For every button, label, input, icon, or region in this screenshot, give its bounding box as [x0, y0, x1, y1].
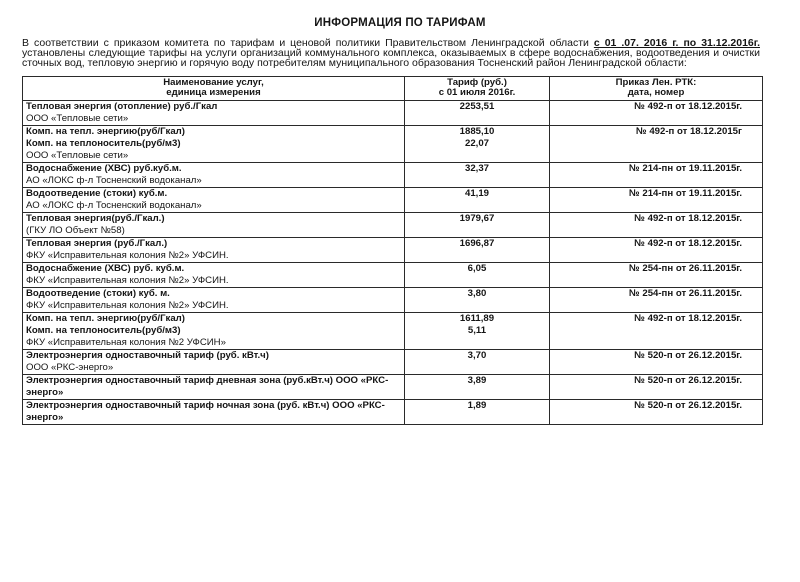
order-cell: № 492-п от 18.12.2015г.: [550, 238, 763, 263]
tariff-value: 2253,51: [459, 101, 495, 112]
service-name: Электроэнергия одноставочный тариф (руб. кВт.ч): [26, 350, 269, 361]
header-tariff-line1: Тариф (руб.): [447, 77, 507, 88]
table-row: [23, 375, 763, 400]
header-service-line2: единица измерения: [166, 87, 261, 98]
tariff-cell: [405, 350, 550, 375]
tariff-cell: [405, 313, 550, 350]
supplier-name: АО «ЛОКС ф-л Тосненский водоканал»: [26, 200, 202, 211]
order-cell: № 254-пн от 26.11.2015г.: [550, 263, 763, 288]
service-cell: [23, 188, 405, 213]
tariff-value: 41,19: [464, 188, 489, 199]
tariff-value: 1696,87: [459, 238, 495, 249]
tariff-value: 1,89: [467, 400, 487, 411]
tariff-cell: [405, 263, 550, 288]
service-name: Водоснабжение (ХВС) руб.куб.м.: [26, 163, 182, 174]
order-cell: № 214-пн от 19.11.2015г.: [550, 188, 763, 213]
table-row: [23, 263, 763, 288]
tariff-value-secondary: 5,11: [467, 325, 487, 336]
tariff-value: 32,37: [464, 163, 489, 174]
order-cell: № 492-п от 18.12.2015г.: [550, 101, 763, 126]
service-cell: [23, 213, 405, 238]
tariff-table: [22, 76, 763, 425]
tariff-cell: [405, 126, 550, 163]
service-cell: [23, 313, 405, 350]
service-name: Электроэнергия одноставочный тариф ночная зона (руб. кВт.ч) ООО «РКС-энерго»: [26, 400, 385, 423]
tariff-cell: [405, 288, 550, 313]
tariff-cell: [405, 375, 550, 400]
order-cell: № 520-п от 26.12.2015г.: [550, 375, 763, 400]
table-row: [23, 288, 763, 313]
tariff-value: 1611,89: [459, 313, 495, 324]
service-name-secondary: Комп. на теплоноситель(руб/м3): [26, 325, 181, 336]
header-order-line2: дата, номер: [627, 87, 685, 98]
supplier-name: ФКУ «Исправительная колония №2 УФСИН»: [26, 337, 226, 348]
order-cell: № 492-п от 18.12.2015г.: [550, 313, 763, 350]
supplier-name: ООО «Тепловые сети»: [26, 113, 129, 124]
service-name: Тепловая энергия (руб./Гкал.): [26, 238, 168, 249]
order-cell: № 492-п от 18.12.2015г.: [550, 213, 763, 238]
header-order-line1: Приказ Лен. РТК:: [615, 77, 697, 88]
header-service: [23, 77, 405, 101]
service-name: Водоотведение (стоки) куб.м.: [26, 188, 168, 199]
table-row: [23, 101, 763, 126]
tariff-value: 1885,10: [459, 126, 495, 137]
tariff-value: 1979,67: [459, 213, 495, 224]
table-row: [23, 163, 763, 188]
tariff-cell: [405, 188, 550, 213]
service-cell: [23, 163, 405, 188]
intro-paragraph: [22, 38, 760, 68]
table-row: [23, 313, 763, 350]
table-row: [23, 350, 763, 375]
service-name: Комп. на тепл. энергию(руб/Гкал): [26, 313, 185, 324]
table-row: [23, 400, 763, 425]
order-cell: № 254-пн от 26.11.2015г.: [550, 288, 763, 313]
service-name: Водоотведение (стоки) куб. м.: [26, 288, 170, 299]
validity-period: с 01 .07. 2016 г. по 31.12.2016г.: [593, 37, 760, 49]
tariff-cell: [405, 238, 550, 263]
tariff-cell: [405, 213, 550, 238]
service-cell: [23, 263, 405, 288]
tariff-cell: [405, 101, 550, 126]
tariff-value: 6,05: [467, 263, 487, 274]
service-name: Электроэнергия одноставочный тариф дневная зона (руб.кВт.ч) ООО «РКС-энерго»: [26, 375, 389, 398]
tariff-cell: [405, 400, 550, 425]
table-header-row: [23, 77, 763, 101]
header-order: [550, 77, 763, 101]
service-name: Водоснабжение (ХВС) руб. куб.м.: [26, 263, 185, 274]
service-name-secondary: Комп. на теплоноситель(руб/м3): [26, 138, 181, 149]
supplier-name: (ГКУ ЛО Объект №58): [26, 225, 125, 236]
header-tariff-line2: с 01 июля 2016г.: [438, 87, 516, 98]
supplier-name: ООО «РКС-энерго»: [26, 362, 114, 373]
order-cell: № 492-п от 18.12.2015г: [550, 126, 763, 163]
supplier-name: ФКУ «Исправительная колония №2» УФСИН.: [26, 250, 229, 261]
intro-text-end: установлены следующие тарифы на услуги организаций коммунального комплекса, оказываемых в сфере водоснабжения, водоотведения и очистки сточных вод, тепловую энергию и горячую воду потребителям муниципального образования Тосненский район Ленинградской области:: [22, 47, 760, 69]
service-name: Тепловая энергия (отопление) руб./Гкал: [26, 101, 218, 112]
order-cell: № 520-п от 26.12.2015г.: [550, 400, 763, 425]
table-row: [23, 213, 763, 238]
service-cell: [23, 350, 405, 375]
supplier-name: ФКУ «Исправительная колония №2» УФСИН.: [26, 275, 229, 286]
document-title: ИНФОРМАЦИЯ ПО ТАРИФАМ: [314, 17, 486, 29]
service-cell: [23, 288, 405, 313]
service-name: Тепловая энергия(руб./Гкал.): [26, 213, 165, 224]
service-cell: [23, 400, 405, 425]
header-service-line1: Наименование услуг,: [163, 77, 264, 88]
service-cell: [23, 101, 405, 126]
tariff-value-secondary: 22,07: [464, 138, 489, 149]
tariff-value: 3,80: [467, 288, 487, 299]
supplier-name: ООО «Тепловые сети»: [26, 150, 129, 161]
tariff-value: 3,89: [467, 375, 487, 386]
table-row: [23, 238, 763, 263]
service-cell: [23, 238, 405, 263]
tariff-value: 3,70: [467, 350, 487, 361]
order-cell: № 214-пн от 19.11.2015г.: [550, 163, 763, 188]
table-row: [23, 126, 763, 163]
supplier-name: АО «ЛОКС ф-л Тосненский водоканал»: [26, 175, 202, 186]
service-cell: [23, 126, 405, 163]
header-tariff: [405, 77, 550, 101]
tariff-cell: [405, 163, 550, 188]
intro-text-start: В соответствии с приказом комитета по тарифам и ценовой политики Правительством Ленинградской области: [22, 37, 594, 49]
order-cell: № 520-п от 26.12.2015г.: [550, 350, 763, 375]
service-name: Комп. на тепл. энергию(руб/Гкал): [26, 126, 185, 137]
table-row: [23, 188, 763, 213]
supplier-name: ФКУ «Исправительная колония №2» УФСИН.: [26, 300, 229, 311]
service-cell: [23, 375, 405, 400]
